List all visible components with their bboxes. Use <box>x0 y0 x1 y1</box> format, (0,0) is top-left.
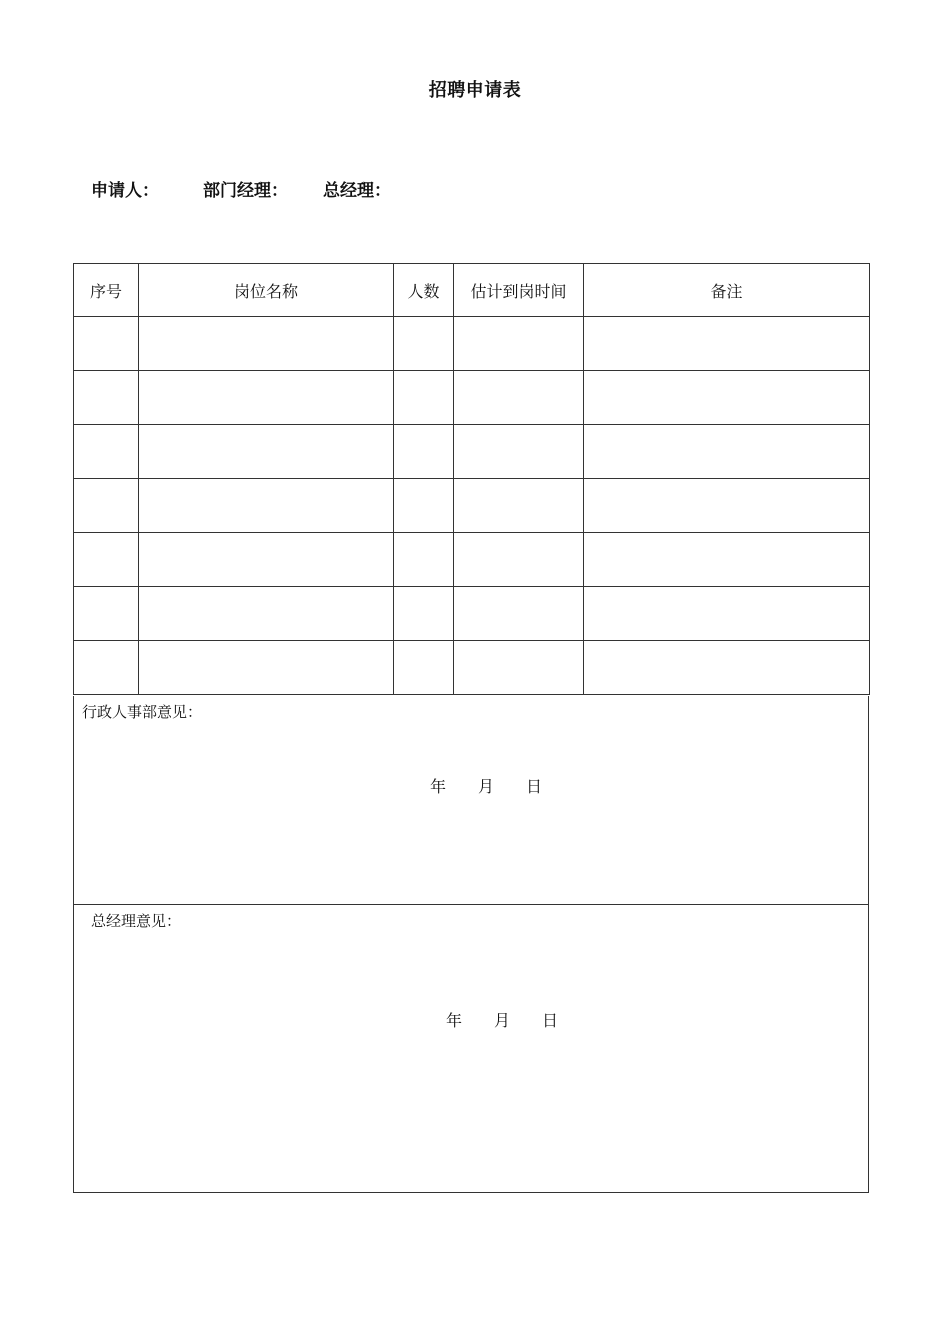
cell-remarks[interactable] <box>584 479 870 533</box>
cell-position-name[interactable] <box>139 425 394 479</box>
cell-serial-number[interactable] <box>74 641 139 695</box>
cell-expected-arrival[interactable] <box>454 425 584 479</box>
cell-serial-number[interactable] <box>74 479 139 533</box>
day-label: 日 <box>542 1011 559 1030</box>
cell-remarks[interactable] <box>584 317 870 371</box>
cell-serial-number[interactable] <box>74 533 139 587</box>
year-label: 年 <box>430 777 447 796</box>
table-row <box>74 317 870 371</box>
cell-remarks[interactable] <box>584 587 870 641</box>
table-header-row <box>74 264 870 317</box>
table-row <box>74 479 870 533</box>
recruitment-table <box>73 263 870 695</box>
header-expected-arrival: 估计到岗时间 <box>454 264 584 317</box>
cell-expected-arrival[interactable] <box>454 641 584 695</box>
cell-serial-number[interactable] <box>74 587 139 641</box>
table-row <box>74 533 870 587</box>
cell-position-name[interactable] <box>139 587 394 641</box>
month-label: 月 <box>478 777 495 796</box>
table-row <box>74 371 870 425</box>
dept-manager-label: 部门经理： <box>203 181 288 201</box>
header-remarks: 备注 <box>584 264 870 317</box>
hr-opinion-date <box>430 774 542 797</box>
gm-opinion-box[interactable] <box>73 905 869 1193</box>
cell-headcount[interactable] <box>394 587 454 641</box>
cell-headcount[interactable] <box>394 641 454 695</box>
table-row <box>74 641 870 695</box>
cell-expected-arrival[interactable] <box>454 317 584 371</box>
header-headcount: 人数 <box>394 264 454 317</box>
cell-remarks[interactable] <box>584 641 870 695</box>
cell-position-name[interactable] <box>139 317 394 371</box>
cell-remarks[interactable] <box>584 371 870 425</box>
year-label: 年 <box>446 1011 463 1030</box>
header-position-name: 岗位名称 <box>139 264 394 317</box>
cell-position-name[interactable] <box>139 641 394 695</box>
hr-opinion-label: 行政人事部意见： <box>82 703 203 721</box>
table-row <box>74 425 870 479</box>
cell-headcount[interactable] <box>394 479 454 533</box>
form-title: 招聘申请表 <box>428 80 522 101</box>
cell-expected-arrival[interactable] <box>454 479 584 533</box>
hr-opinion-box[interactable] <box>73 696 869 905</box>
applicant-label: 申请人： <box>91 181 159 201</box>
cell-headcount[interactable] <box>394 371 454 425</box>
gm-opinion-date <box>446 1008 558 1031</box>
cell-expected-arrival[interactable] <box>454 533 584 587</box>
cell-remarks[interactable] <box>584 425 870 479</box>
cell-serial-number[interactable] <box>74 371 139 425</box>
cell-headcount[interactable] <box>394 425 454 479</box>
cell-headcount[interactable] <box>394 533 454 587</box>
general-manager-label: 总经理： <box>323 181 391 201</box>
cell-position-name[interactable] <box>139 533 394 587</box>
cell-serial-number[interactable] <box>74 317 139 371</box>
table-row <box>74 587 870 641</box>
cell-expected-arrival[interactable] <box>454 371 584 425</box>
cell-remarks[interactable] <box>584 533 870 587</box>
cell-position-name[interactable] <box>139 371 394 425</box>
cell-expected-arrival[interactable] <box>454 587 584 641</box>
month-label: 月 <box>494 1011 511 1030</box>
cell-headcount[interactable] <box>394 317 454 371</box>
day-label: 日 <box>526 777 543 796</box>
cell-position-name[interactable] <box>139 479 394 533</box>
header-serial-number: 序号 <box>74 264 139 317</box>
cell-serial-number[interactable] <box>74 425 139 479</box>
gm-opinion-label: 总经理意见： <box>91 912 182 930</box>
